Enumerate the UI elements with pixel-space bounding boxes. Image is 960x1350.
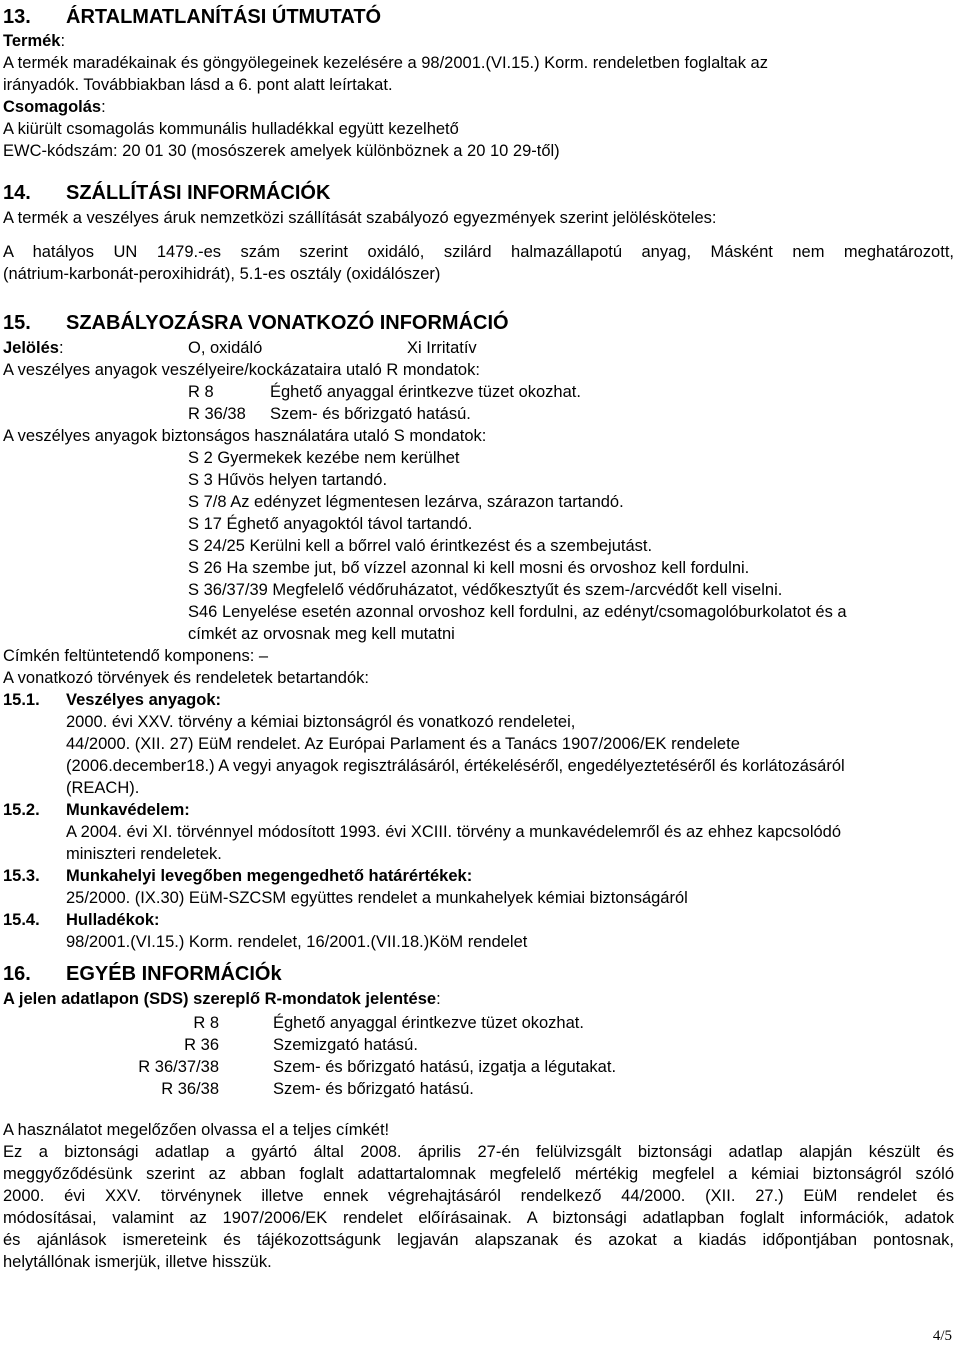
s-phrase: S 26 Ha szembe jut, bő vízzel azonnal ki kell mosni és orvoshoz kell fordulni. — [188, 559, 750, 577]
transport-text: A hatályos UN 1479.-es szám szerint oxidáló, szilárd halmazállapotú anyag, Másként nem meghatározott, — [3, 243, 954, 261]
r-text: Éghető anyaggal érintkezve tüzet okozhat. — [273, 1014, 584, 1032]
section-14-heading — [3, 181, 330, 205]
regulation-text: 98/2001.(VI.15.) Korm. rendelet, 16/2001.(VII.18.)KöM rendelet — [66, 933, 528, 951]
csomagolas-label: Csomagolás — [3, 98, 102, 116]
transport-text: (nátrium-karbonát-peroxihidrát), 5.1-es osztály (oxidálószer) — [3, 265, 441, 283]
closing-paragraph-line: 2000. évi XXV. törvénynek illetve ennek végrehajtásáról rendelkező 44/2000. (XII. 27.) EüM rendelet és — [3, 1187, 954, 1205]
s-phrase: S 2 Gyermekek kezébe nem kerülhet — [188, 449, 460, 467]
r-meaning-row — [3, 1035, 418, 1055]
section-15-heading — [3, 311, 509, 335]
termek-label: Termék — [3, 32, 61, 50]
csomagolas-label-line: Csomagolás: — [3, 98, 106, 116]
subsection-number: 15.1. — [3, 691, 40, 709]
closing-paragraph-line: Ez a biztonsági adatlap a gyártó által 2008. április 27-én felülvizsgált biztonsági adatlap alapján készült és — [3, 1143, 954, 1161]
r-phrase-text: Szem- és bőrizgató hatású. — [270, 405, 471, 423]
s-phrase: S46 Lenyelése esetén azonnal orvoshoz kell fordulni, az edényt/csomagolóburkolatot és a — [188, 603, 847, 621]
r-text: Szem- és bőrizgató hatású, izgatja a légutakat. — [273, 1058, 617, 1076]
r-phrase-code: R 8 — [188, 383, 214, 401]
r-phrase-row — [188, 382, 214, 402]
subsection-15-4 — [3, 910, 160, 930]
subsection-title: Veszélyes anyagok: — [66, 691, 222, 709]
section-number: 14. — [3, 182, 31, 204]
jeloles-oxidalo: O, oxidáló — [188, 339, 263, 357]
r-code: R 36/38 — [161, 1080, 219, 1098]
regulation-text: (REACH). — [66, 779, 140, 797]
section-16-heading — [3, 962, 282, 986]
section-title: SZABÁLYOZÁSRA VONATKOZÓ INFORMÁCIÓ — [66, 312, 509, 334]
r-meaning-row — [3, 1013, 584, 1033]
s-phrase: S 17 Éghető anyagoktól távol tartandó. — [188, 515, 473, 533]
subsection-number: 15.3. — [3, 867, 40, 885]
r-phrase-code: R 36/38 — [188, 405, 246, 423]
transport-text: A termék a veszélyes áruk nemzetközi szállítását szabályozó egyezmények szerint jelölésköteles: — [3, 209, 717, 227]
regulation-text: 44/2000. (XII. 27) EüM rendelet. Az Európai Parlament és a Tanács 1907/2006/EK rendelete — [66, 735, 740, 753]
r-meaning-row — [3, 1057, 617, 1077]
termek-text: irányadók. Továbbiakban lásd a 6. pont alatt leírtakat. — [3, 76, 393, 94]
closing-paragraph-line: helytállónak ismerjük, illetve hisszük. — [3, 1253, 272, 1271]
subsection-title: Munkavédelem: — [66, 801, 190, 819]
section-title: EGYÉB INFORMÁCIÓk — [66, 963, 282, 985]
s-phrase: címkét az orvosnak meg kell mutatni — [188, 625, 455, 643]
regulation-text: 2000. évi XXV. törvény a kémiai biztonságról és vonatkozó rendeletei, — [66, 713, 576, 731]
section-title: SZÁLLÍTÁSI INFORMÁCIÓK — [66, 182, 331, 204]
s-phrases-intro: A veszélyes anyagok biztonságos használatára utaló S mondatok: — [3, 427, 487, 445]
jeloles-label: Jelölés — [3, 339, 59, 357]
closing-paragraph-line: és ajánlások ismereteink és tájékozottságunk legjaván alapszanak és azokat a kiadás időpontjában pontosnak, — [3, 1231, 954, 1249]
s-phrase: S 3 Hűvös helyen tartandó. — [188, 471, 388, 489]
subsection-title: Munkahelyi levegőben megengedhető határértékek: — [66, 867, 473, 885]
regulation-text: A 2004. évi XI. törvénnyel módosított 1993. évi XCIII. törvény a munkavédelemről és az ehhez kapcsolódó — [66, 823, 842, 841]
r-meaning-heading-line: A jelen adatlapon (SDS) szereplő R-mondatok jelentése: — [3, 990, 441, 1008]
s-phrase: S 24/25 Kerülni kell a bőrrel való érintkezést és a szembejutást. — [188, 537, 653, 555]
s-phrase: S 36/37/39 Megfelelő védőruházatot, védőkesztyűt és szem-/arcvédőt kell viselni. — [188, 581, 783, 599]
r-code: R 8 — [193, 1014, 219, 1032]
section-number: 15. — [3, 312, 31, 334]
r-phrase-text: Éghető anyaggal érintkezve tüzet okozhat. — [270, 383, 581, 401]
ewc-code-text: EWC-kódszám: 20 01 30 (mosószerek amelyek különböznek a 20 10 29-től) — [3, 142, 560, 160]
regulation-text: miniszteri rendeletek. — [66, 845, 222, 863]
termek-label-line: Termék: — [3, 32, 66, 50]
r-phrases-intro: A veszélyes anyagok veszélyeire/kockázataira utaló R mondatok: — [3, 361, 480, 379]
r-meaning-row — [3, 1079, 474, 1099]
closing-paragraph-line: meggyőződésünk szerint az abban foglalt adattartalomnak megfelelő mértékig megfelel a kémiai biztonságról szóló — [3, 1165, 954, 1183]
termek-text: A termék maradékainak és göngyölegeinek kezelésére a 98/2001.(VI.15.) Korm. rendeletben foglaltak az — [3, 54, 768, 72]
regulation-text: 25/2000. (IX.30) EüM-SZCSM együttes rendelet a munkahelyek kémiai biztonságáról — [66, 889, 688, 907]
cimke-komponens: Címkén feltüntetendő komponens: – — [3, 647, 269, 665]
hasznalat-note: A használatot megelőzően olvassa el a teljes címkét! — [3, 1121, 390, 1139]
section-13-heading — [3, 5, 381, 29]
vonatkozo-torvenyek: A vonatkozó törvények és rendeletek betartandók: — [3, 669, 369, 687]
subsection-number: 15.4. — [3, 911, 40, 929]
s-phrase: S 7/8 Az edényzet légmentesen lezárva, szárazon tartandó. — [188, 493, 624, 511]
regulation-text: (2006.december18.) A vegyi anyagok regisztrálásáról, értékeléséről, engedélyeztetéséről és korlátozásáról — [66, 757, 845, 775]
subsection-number: 15.2. — [3, 801, 40, 819]
subsection-15-1 — [3, 690, 221, 710]
section-number: 13. — [3, 6, 31, 28]
r-code: R 36/37/38 — [138, 1058, 219, 1076]
r-text: Szem- és bőrizgató hatású. — [273, 1080, 474, 1098]
section-title: ÁRTALMATLANÍTÁSI ÚTMUTATÓ — [66, 6, 382, 28]
closing-paragraph-line: módosításai, valamint az 1907/2006/EK rendelet előírásainak. A biztonsági adatlapban foglalt információk, adatok — [3, 1209, 954, 1227]
page-number: 4/5 — [932, 1328, 952, 1344]
jeloles-line: Jelölés: — [3, 339, 64, 357]
subsection-15-3 — [3, 866, 472, 886]
r-meaning-heading: A jelen adatlapon (SDS) szereplő R-mondatok jelentése — [3, 990, 437, 1008]
r-code: R 36 — [184, 1036, 219, 1054]
section-number: 16. — [3, 963, 31, 985]
csomagolas-text: A kiürült csomagolás kommunális hulladékkal együtt kezelhető — [3, 120, 459, 138]
subsection-15-2 — [3, 800, 190, 820]
r-phrase-row — [188, 404, 246, 424]
subsection-title: Hulladékok: — [66, 911, 160, 929]
r-text: Szemizgató hatású. — [273, 1036, 418, 1054]
jeloles-irritativ: Xi Irritatív — [407, 339, 477, 357]
